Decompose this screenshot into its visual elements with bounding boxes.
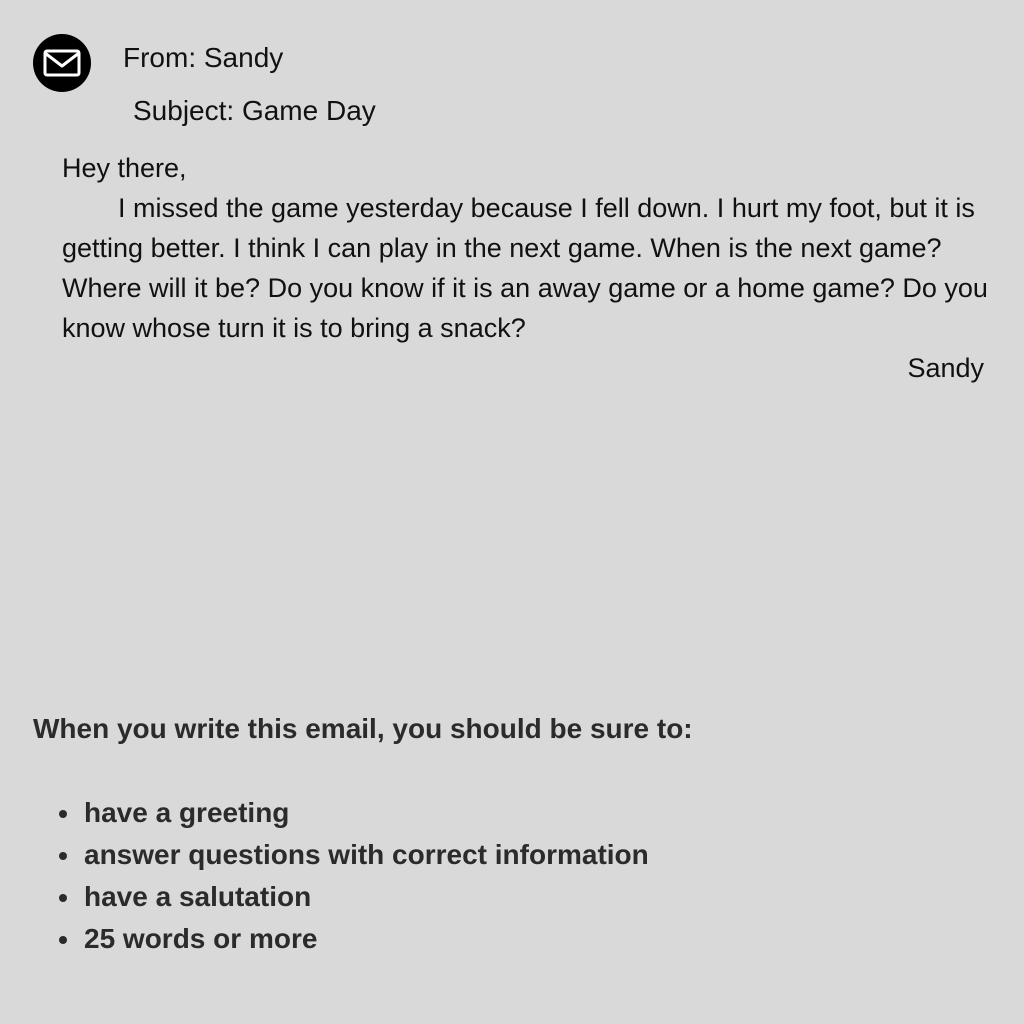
envelope-icon [33,34,91,92]
requirement-item: 25 words or more [33,918,733,960]
email-subject: Subject: Game Day [133,95,376,126]
email-from: From: Sandy [123,42,284,73]
email-body: I missed the game yesterday because I fell down. I hurt my foot, but it is getting better. I think I can play in the next game. When is the next game? Where will it be? Do you know if it is an away game or a home game? Do you know whose turn it is to bring a snack? [62,193,988,343]
requirement-item: have a greeting [33,792,733,834]
requirement-item: have a salutation [33,876,733,918]
instructions-intro: When you write this email, you should be sure to: [33,713,693,744]
instructions [33,708,733,960]
requirements-list [33,792,733,960]
email-message [62,148,997,388]
email-signature: Sandy [907,353,984,383]
requirement-item: answer questions with correct information [33,834,733,876]
email-greeting: Hey there, [62,153,187,183]
